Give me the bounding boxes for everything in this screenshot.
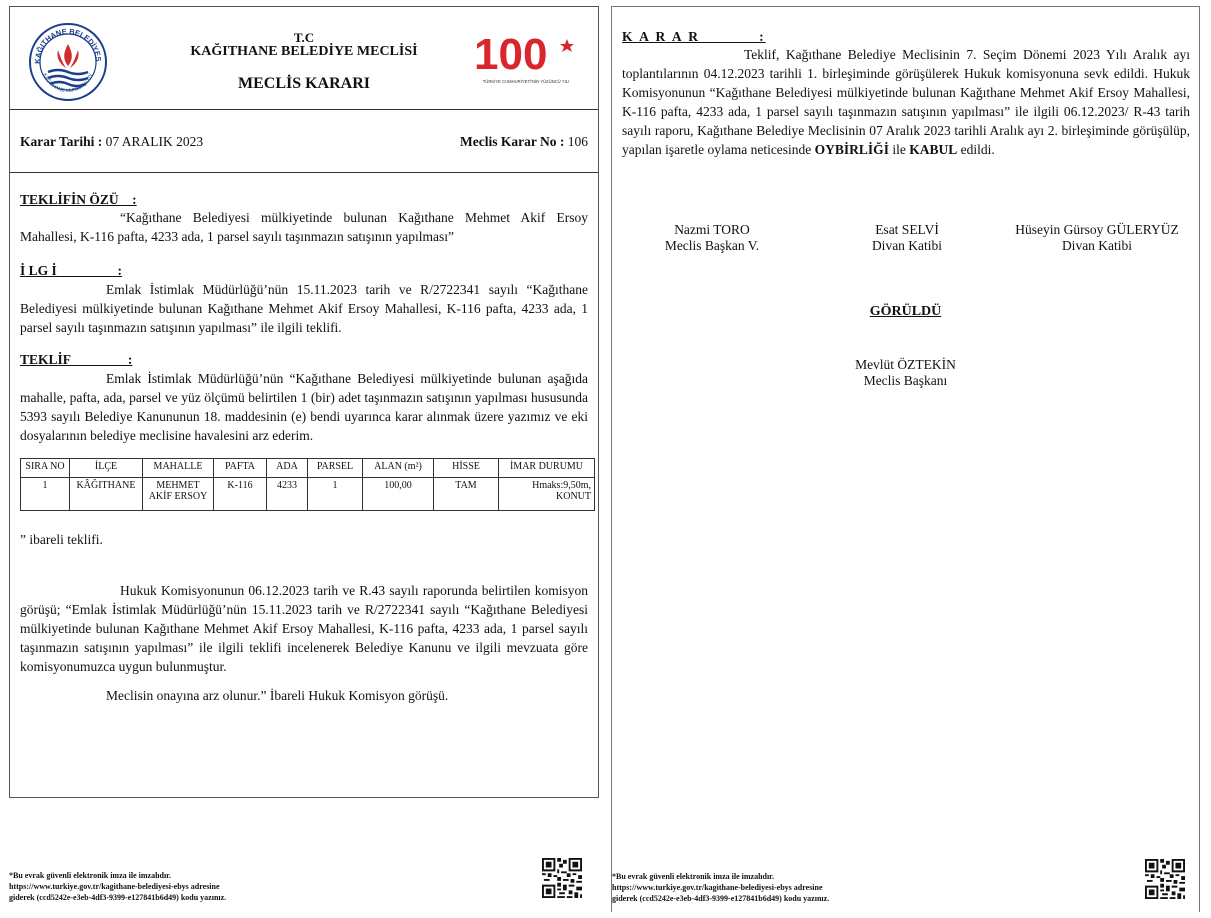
- signatory-name: Mevlüt ÖZTEKİN: [855, 357, 956, 372]
- decision-meta: [20, 134, 588, 150]
- komisyon-closing: Meclisin onayına arz olunur.” İbareli Hukuk Komisyon görüşü.: [106, 688, 449, 703]
- signatory-role: Meclis Başkan V.: [664, 238, 760, 253]
- verification-link[interactable]: https://www.turkiye.gov.tr/kagithane-belediyesi-ebys adresine: [612, 883, 823, 892]
- e-signature-note-right: *Bu evrak güvenli elektronik imza ile imzalıdır. https://www.turkiye.gov.tr/kagithane-belediyesi-ebys adresine giderek (ccd5242e-e3eb-4df3-9399-e127841b6d49) kodu yazınız.: [612, 872, 830, 903]
- decision-date: Karar Tarihi : 07 ARALIK 2023: [20, 134, 204, 149]
- signatory-name: Nazmi TORO: [674, 222, 750, 237]
- table-header-cell: HİSSE: [434, 459, 499, 478]
- ibareli-teklifi-text: ” ibareli teklifi.: [20, 532, 103, 547]
- svg-text:100: 100: [474, 30, 548, 79]
- svg-text:KAĞITHANE BELEDİYESİ: KAĞITHANE BELEDİYES: [32, 26, 104, 64]
- signatory-name: Hüseyin Gürsoy GÜLERYÜZ: [1015, 222, 1179, 237]
- table-header-cell: İMAR DURUMU: [499, 459, 595, 478]
- table-header-cell: PAFTA: [214, 459, 267, 478]
- teklif-text: Emlak İstimlak Müdürlüğü’nün “Kağıthane Belediyesi mülkiyetinde bulunan aşağıda mahalle, pafta, ada, parsel ve yüz ölçümü belirtilen 1 (bir) adet taşınmazın satışının yapılması hususunda 5393 sayılı Belediye Kanununun 18. maddesinin (e) bendi uyarınca karar alınmak üzere yazımız ve eki dosyalarının belediye meclisine havalesini arz ederim.: [20, 371, 588, 443]
- signature-block: [997, 222, 1197, 254]
- signature-block: [837, 222, 977, 254]
- meta-divider: [10, 172, 598, 173]
- signatory-role: Divan Katibi: [1061, 238, 1133, 253]
- svg-text:TÜRKİYE CUMHURİYETİ'NİN YÜZÜNC: TÜRKİYE CUMHURİYETİ'NİN YÜZÜNCÜ YILI: [482, 79, 570, 84]
- section-title-teklif: TEKLİF :: [20, 352, 133, 367]
- e-signature-note-left: *Bu evrak güvenli elektronik imza ile imzalıdır. https://www.turkiye.gov.tr/kagithane-belediyesi-ebys adresine giderek (ccd5242e-e3eb-4df3-9399-e127841b6d49) kodu yazınız.: [9, 871, 227, 902]
- parcel-table: [20, 458, 595, 511]
- table-cell: 1: [21, 478, 70, 511]
- qr-code-icon: [1145, 859, 1185, 899]
- goruldu-title: GÖRÜLDÜ: [869, 304, 942, 319]
- header-tc: T.C: [293, 30, 315, 45]
- table-cell: 100,00: [363, 478, 434, 511]
- table-cell: KÂĞITHANE: [70, 478, 143, 511]
- section-title-karar: K A R A R :: [622, 29, 766, 44]
- signatory-role: Divan Katibi: [871, 238, 943, 253]
- table-header-cell: PARSEL: [308, 459, 363, 478]
- signatory-role: Meclis Başkanı: [863, 373, 948, 388]
- vote-result-accepted: KABUL: [909, 142, 958, 157]
- table-header-cell: İLÇE: [70, 459, 143, 478]
- header-council-name: KAĞITHANE BELEDİYE MECLİSİ: [190, 44, 418, 59]
- table-header-row: [21, 459, 595, 478]
- table-cell: Hmaks:9,50m, KONUT: [499, 478, 595, 511]
- approval-signature: [612, 357, 1199, 389]
- right-page: [611, 6, 1200, 912]
- table-header-cell: SIRA NO: [21, 459, 70, 478]
- verification-link[interactable]: https://www.turkiye.gov.tr/kagithane-belediyesi-ebys adresine: [9, 882, 220, 891]
- table-cell: 1: [308, 478, 363, 511]
- table-cell: 4233: [267, 478, 308, 511]
- signatory-name: Esat SELVİ: [875, 222, 939, 237]
- header-divider: [10, 109, 598, 110]
- section-title-teklifin-ozu: TEKLİFİN ÖZÜ :: [20, 192, 137, 207]
- section-title-ilgi: İ LG İ :: [20, 263, 123, 278]
- table-header-cell: ADA: [267, 459, 308, 478]
- left-page: [9, 6, 599, 798]
- vote-result-unanimous: OYBİRLİĞİ: [814, 142, 889, 157]
- teklifin-ozu-text: “Kağıthane Belediyesi mülkiyetinde bulunan Kağıthane Mehmet Akif Ersoy Mahallesi, K-116 pafta, 4233 ada, 1 parsel sayılı taşınmazın satışının yapılması”: [20, 210, 588, 244]
- table-row: [21, 478, 595, 511]
- komisyon-text: Hukuk Komisyonunun 06.12.2023 tarih ve R.43 sayılı raporunda belirtilen komisyon görüşü; “Emlak İstimlak Müdürlüğü’nün 15.11.2023 tarih ve R/2722341 sayılı “Kağıthane Belediyesi mülkiyetinde bulunan Kağıthane Mehmet Akif Ersoy Mahallesi, K-116 pafta, 4233 ada, 1 parsel sayılı taşınmazın satışının yapılması” ile ilgili teklifi incelenerek Belediye Kanunu ve ilgili mevzuata göre komisyonumuzca uygun bulunmuştur.: [20, 583, 588, 674]
- karar-text: Teklif, Kağıthane Belediye Meclisinin 7. Seçim Dönemi 2023 Yılı Aralık ayı toplantılarının 04.12.2023 tarihli 1. birleşiminde görüşülerek Hukuk komisyonuna sevk edildi. Hukuk Komisyonunun “Kağıthane Belediyesi mülkiyetinde bulunan Kağıthane Mehmet Akif Ersoy Mahallesi, K-116 pafta, 4233 ada, 1 parsel sayılı taşınmazın satışının yapılması” ile ilgili 06.12.2023/ R-43 tarih sayılı raporu, Kağıthane Belediye Meclisinin 07 Aralık 2023 tarihli Aralık ayı 2. birleşiminde görüşülüp, yapılan işaretle oylama neticesinde OYBİRLİĞİ ile KABUL edildi.: [622, 47, 1190, 157]
- turkey-100-year-logo: [472, 27, 580, 89]
- svg-text:KAĞITHANE MUNICIPALITY: KAĞITHANE MUNICIPALITY: [41, 72, 95, 95]
- qr-code-icon: [542, 858, 582, 898]
- table-cell: TAM: [434, 478, 499, 511]
- decision-number: Meclis Karar No : 106: [460, 134, 588, 149]
- table-header-cell: MAHALLE: [143, 459, 214, 478]
- signature-block: [642, 222, 782, 254]
- document-title: MECLİS KARARI: [237, 75, 370, 92]
- table-cell: K-116: [214, 478, 267, 511]
- ilgi-text: Emlak İstimlak Müdürlüğü’nün 15.11.2023 tarih ve R/2722341 sayılı “Kağıthane Belediyesi mülkiyetinde bulunan Kağıthane Mehmet Akif Ersoy Mahallesi, K-116 pafta, 4233 ada, 1 parsel sayılı taşınmazın satışının yapılması” ile ilgili teklifi.: [20, 282, 588, 335]
- table-header-cell: ALAN (m²): [363, 459, 434, 478]
- table-cell: MEHMET AKİF ERSOY: [143, 478, 214, 511]
